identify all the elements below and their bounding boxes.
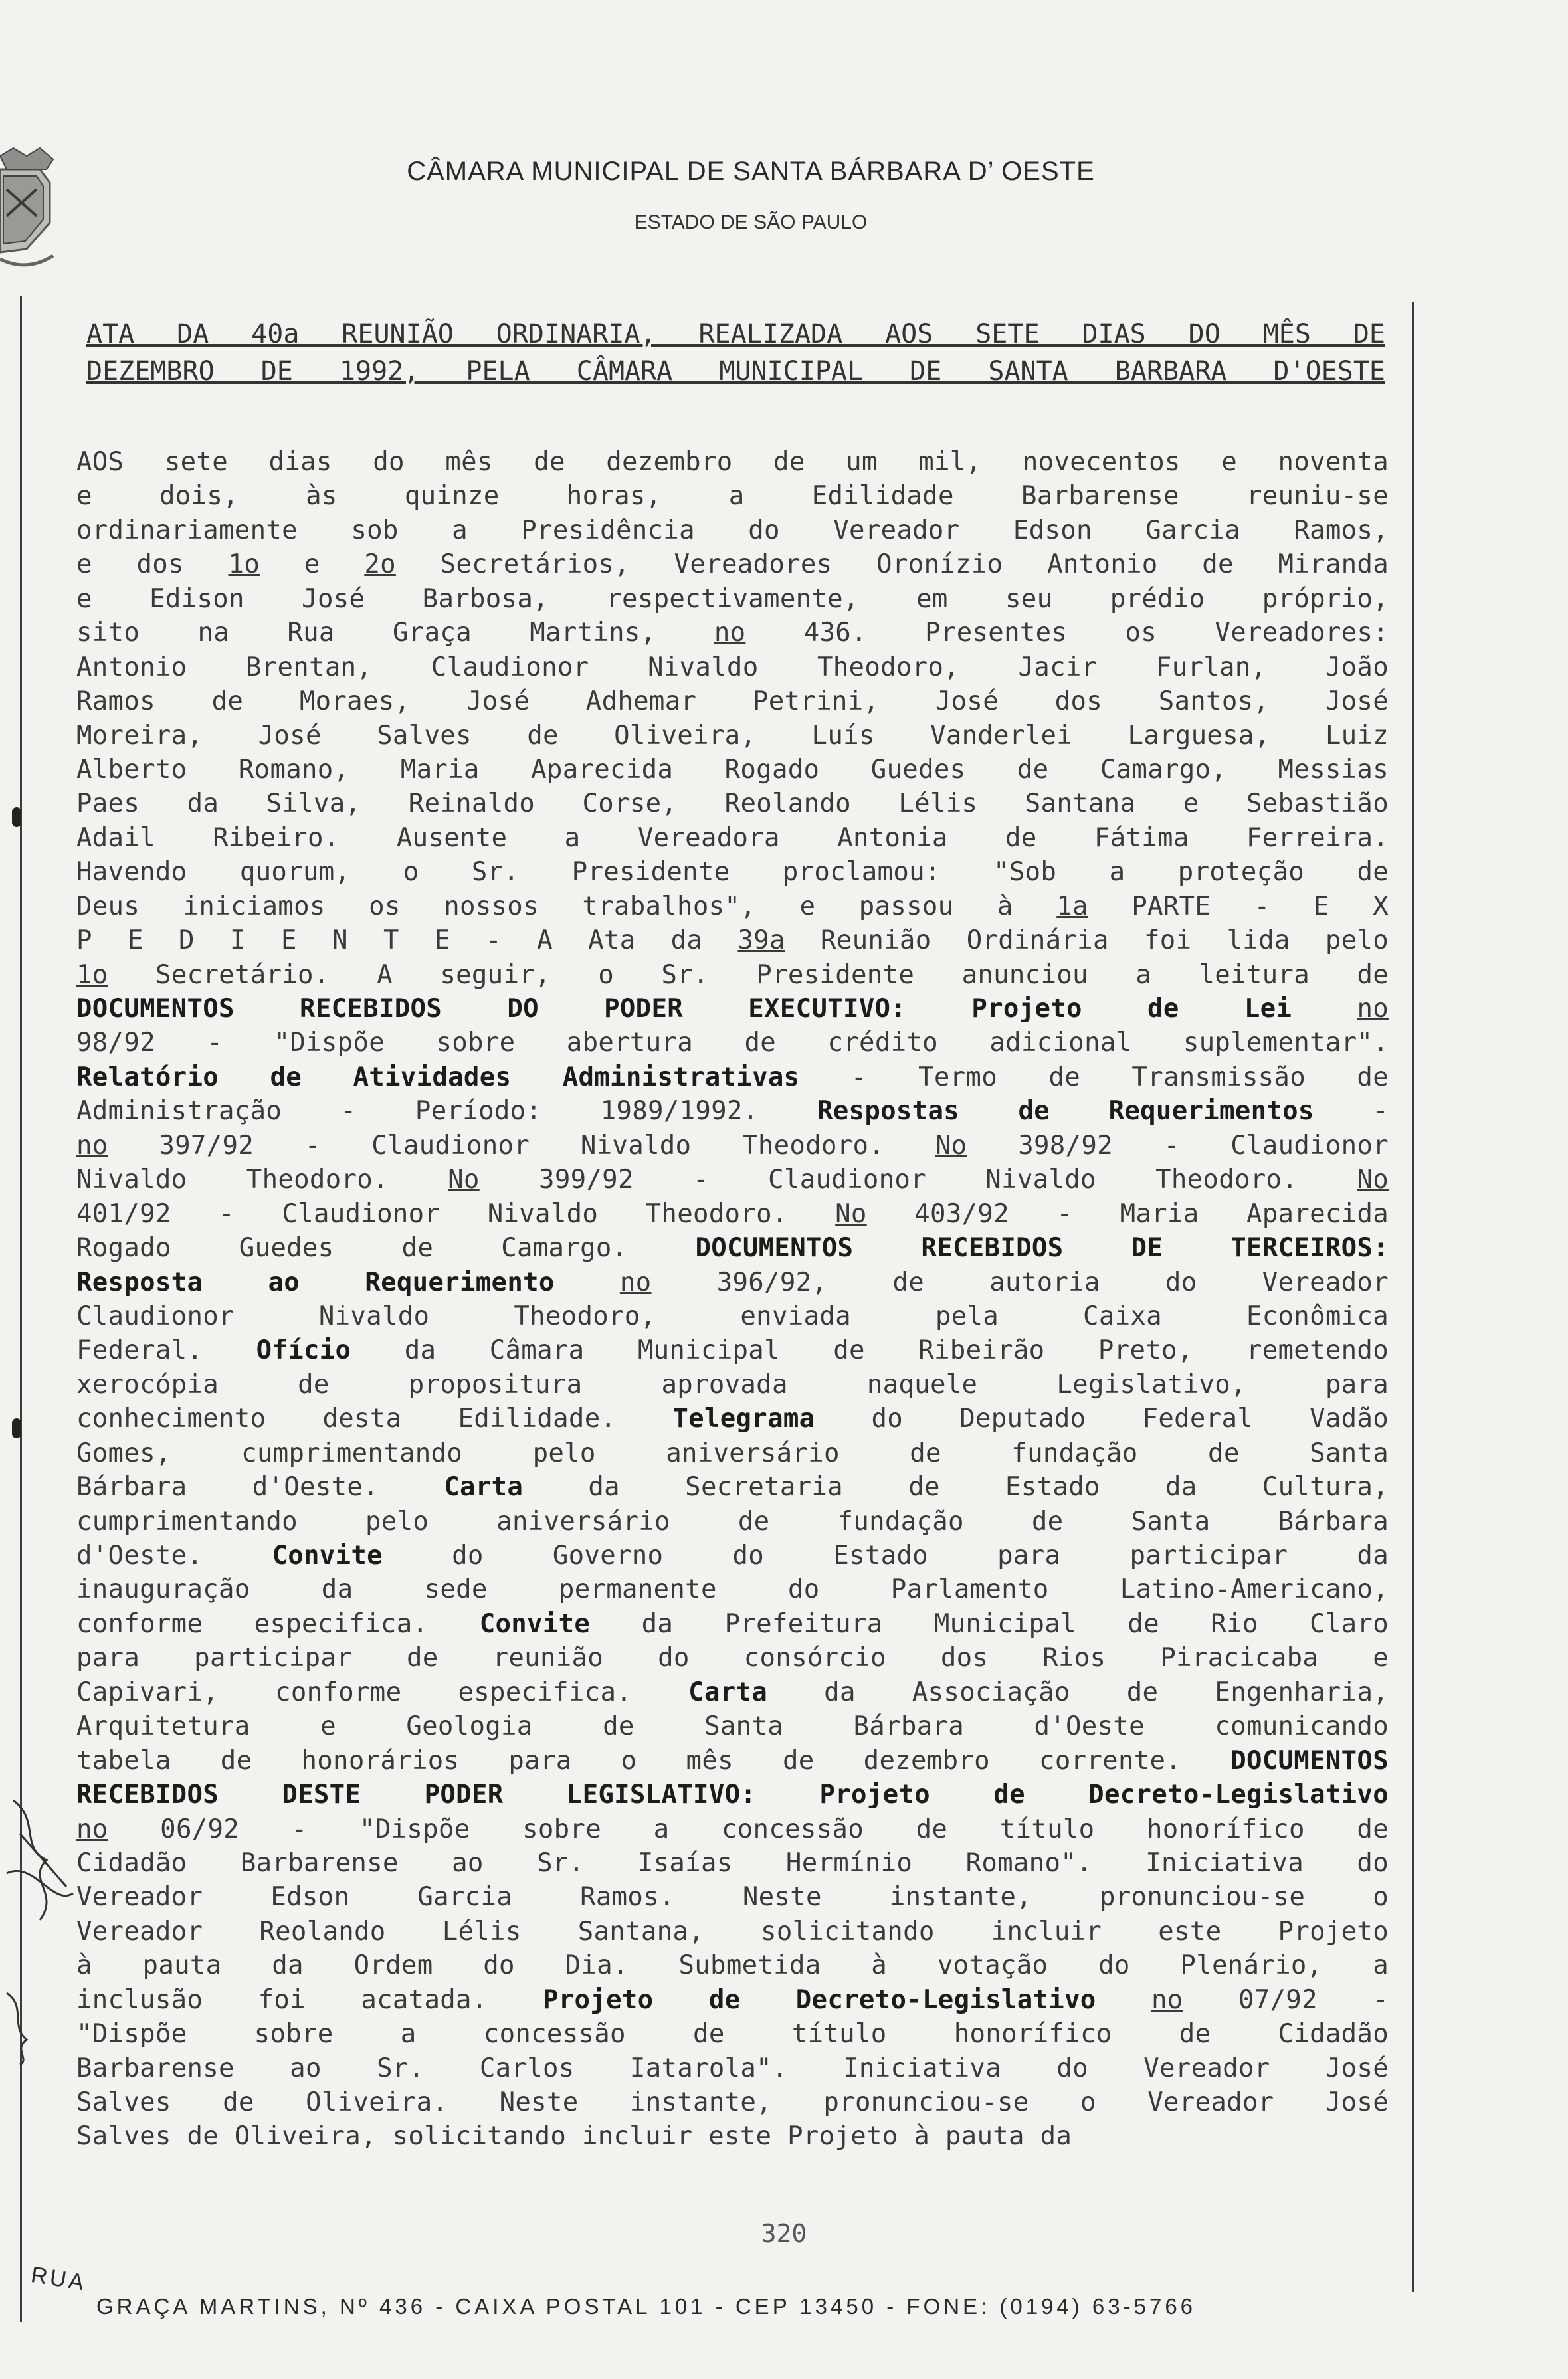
body-line [76,1094,1389,1128]
body-text-run: ordinariamente sob a Presidência do Vereador Edson Garcia Ramos, [76,515,1389,545]
body-text-run: Reunião Ordinária foi lida pelo [785,925,1389,956]
body-line [76,1983,1389,2017]
body-text-run: no [76,1814,108,1844]
body-text-run: 396/92, de autoria do Vereador [651,1267,1389,1297]
body-line [76,684,1389,718]
body-text-run: Federal. [76,1335,256,1366]
body-text-run: Convite [479,1608,591,1639]
body-text-run: PARTE - E X [1088,891,1389,921]
body-text-run: Respostas de Requerimentos [817,1096,1314,1127]
body-text-run: DOCUMENTOS RECEBIDOS DE TERCEIROS: [695,1233,1389,1264]
body-text-run: Ramos de Moraes, José Adhemar Petrini, José dos Santos, José [76,686,1389,717]
body-text-run: da Câmara Municipal de Ribeirão Preto, remetendo [351,1335,1389,1366]
body-line [76,616,1389,650]
body-text-run: e dos [76,549,229,580]
body-text-run: à pauta da Ordem do Dia. Submetida à votação do Plenário, a [76,1951,1389,1981]
body-text-run [555,1268,620,1297]
body-line [76,1231,1389,1265]
body-text-run: no [1357,994,1389,1024]
institution-name: CÂMARA MUNICIPAL DE SANTA BÁRBARA D’ OESTE [407,157,1095,186]
body-text-run: tabela de honorários para o mês de dezembro corrente. [76,1745,1231,1776]
body-text-run: DOCUMENTOS RECEBIDOS DO PODER EXECUTIVO: [76,994,907,1024]
body-text-run: "Dispõe sobre a concessão de título honorífico de Cidadão [76,2019,1389,2049]
body-text-run: Resposta ao Requerimento [76,1267,555,1297]
body-line [76,1402,1389,1436]
body-line [76,650,1389,684]
body-text-run: DOCUMENTOS [1230,1745,1389,1776]
body-line [76,479,1389,513]
body-text-run: No [448,1165,480,1195]
handwritten-initials-icon [0,1986,40,2066]
body-text-run: No [835,1198,867,1229]
body-line [76,1163,1389,1196]
body-text-run: e Edison José Barbosa, respectivamente, em seu prédio próprio, [76,583,1389,614]
body-text-run [906,994,971,1024]
body-line [76,1129,1389,1163]
body-text-run: - [1314,1096,1389,1127]
body-line [76,890,1389,923]
body-text-run: Projeto de Decreto-Legislativo [819,1780,1389,1810]
body-line [76,1846,1389,1880]
body-text-run: No [935,1130,967,1161]
body-line [76,787,1389,820]
body-text-run: e [260,549,365,580]
body-text-run: RECEBIDOS DESTE PODER LEGISLATIVO: [76,1780,757,1810]
body-text-run: Paes da Silva, Reinaldo Corse, Reolando Lélis Santana e Sebastião [76,789,1389,819]
body-text-run: d'Oeste. [76,1541,272,1570]
body-text-run: do Deputado Federal Vadão [815,1404,1389,1434]
footer-address [29,2262,1561,2335]
body-line [76,1949,1389,1982]
body-text-run: Projeto de Lei [971,994,1292,1024]
punch-hole [12,1418,21,1438]
body-text-run [756,1780,819,1810]
body-text-run: para participar de reunião do consórcio dos Rios Piracicaba e [76,1643,1389,1673]
body-text-run: 1o [76,959,108,990]
body-line [76,582,1389,616]
body-text-run: AOS sete dias do mês de dezembro de um mil, novecentos e noventa [76,447,1389,477]
body-text-run: Antonio Brentan, Claudionor Nivaldo Theodoro, Jacir Furlan, João [76,652,1389,682]
body-text-run: Carta [688,1677,768,1707]
body-line [76,2119,1389,2153]
body-text-run: no [1151,1984,1183,2015]
body-text-run: no [76,1130,108,1161]
body-line [76,923,1389,957]
body-line [76,1607,1389,1641]
body-text-run: Salves de Oliveira, solicitando incluir este Projeto à pauta da [76,2121,1072,2152]
body-text-run: e dois, às quinze horas, a Edilidade Barbarense reuniu-se [76,481,1389,512]
body-text-run: 06/92 - "Dispõe sobre a concessão de título honorífico de [108,1814,1389,1844]
body-line [76,855,1389,889]
body-text-run: Deus iniciamos os nossos trabalhos", e passou à [76,891,1057,921]
body-text-run [1292,994,1357,1024]
body-text-run: do Governo do Estado para participar da [382,1541,1389,1570]
body-text-run: 98/92 - "Dispõe sobre abertura de crédito adicional suplementar". [76,1028,1389,1058]
state-name: ESTADO DE SÃO PAULO [634,211,868,233]
body-line [76,1539,1389,1572]
body-line [76,1470,1389,1504]
body-line [76,547,1389,581]
body-line [76,445,1389,479]
body-text-run: 436. Presentes os Vereadores: [745,618,1389,648]
body-line [76,1744,1389,1778]
body-text-run: Administração - Período: 1989/1992. [76,1096,817,1127]
body-text-run: Ofício [256,1335,351,1366]
body-line [76,1333,1389,1367]
body-text-run: Projeto de Decreto-Legislativo [542,1984,1096,2015]
body-text-run: Adail Ribeiro. Ausente a Vereadora Antonia de Fátima Ferreira. [76,822,1389,853]
body-text-run: conhecimento desta Edilidade. [76,1404,673,1434]
body-text-run: no [714,618,746,648]
body-text-run: 2o [364,549,396,580]
body-text-run: 07/92 - [1183,1984,1389,2015]
body-text-run: 39a [737,925,785,956]
body-text-run: Relatório de Atividades Administrativas [76,1062,800,1092]
body-text-run: Moreira, José Salves de Oliveira, Luís Vanderlei Larguesa, Luiz [76,720,1389,751]
body-line [76,1299,1389,1333]
body-text-run: Nivaldo Theodoro. [76,1165,448,1195]
body-text-run: 1a [1056,891,1088,921]
body-line [76,1060,1389,1094]
body-text-run: 403/92 - Maria Aparecida [866,1198,1389,1229]
body-text-run: xerocópia de propositura aprovada naquele Legislativo, para [76,1369,1389,1400]
right-margin-rule [1412,302,1414,2292]
body-text-run: Claudionor Nivaldo Theodoro, enviada pela Caixa Econômica [76,1301,1389,1331]
body-line [76,1709,1389,1743]
body-text-run: 399/92 - Claudionor Nivaldo Theodoro. [479,1165,1357,1195]
body-text-run: 1o [228,549,260,580]
footer-rua: RUA [29,2262,88,2296]
body-text-run: P E D I E N T E - A Ata da [76,925,738,956]
body-line [76,1368,1389,1402]
body-text-run: 397/92 - Claudionor Nivaldo Theodoro. [108,1130,935,1161]
body-text-run: da Secretaria de Estado da Cultura, [523,1472,1389,1503]
body-text-run: 398/92 - Claudionor [967,1130,1389,1161]
body-text-run: inauguração da sede permanente do Parlamento Latino-Americano, [76,1574,1389,1605]
body-text-run: Capivari, conforme especifica. [76,1677,689,1707]
body-text-run: da Associação de Engenharia, [767,1677,1389,1707]
title-line-2: DEZEMBRO DE 1992, PELA CÂMARA MUNICIPAL DE SANTA BARBARA D'OESTE [86,356,1385,387]
body-text-run: cumprimentando pelo aniversário de fundação de Santa Bárbara [76,1506,1389,1537]
footer-address-text: GRAÇA MARTINS, Nº 436 - CAIXA POSTAL 101 - CEP 13450 - FONE: (0194) 63-5766 [96,2294,1197,2319]
body-text-run: Bárbara d'Oeste. [76,1472,444,1503]
body-line [76,821,1389,855]
body-line [76,2051,1389,2085]
body-line [76,1505,1389,1539]
body-line [76,1572,1389,1606]
title-line-1: ATA DA 40a REUNIÃO ORDINARIA, REALIZADA AOS SETE DIAS DO MÊS DE [86,319,1385,349]
body-text-run: - Termo de Transmissão de [799,1062,1389,1092]
body-text-run: Barbarense ao Sr. Carlos Iatarola". Iniciativa do Vereador José [76,2053,1389,2083]
body-line [76,1915,1389,1949]
body-text-run: Cidadão Barbarense ao Sr. Isaías Hermínio Romano". Iniciativa do [76,1848,1389,1878]
body-line [76,1812,1389,1846]
body-text-run: Vereador Edson Garcia Ramos. Neste instante, pronunciou-se o [76,1882,1389,1913]
body-text-run: Rogado Guedes de Camargo. [76,1233,696,1264]
body-text-run: conforme especifica. [76,1608,480,1639]
handwritten-signature-icon [0,1794,80,1953]
body-text-run: inclusão foi acatada. [76,1984,543,2015]
page-number: 320 [761,2219,807,2248]
body-line [76,992,1389,1026]
body-line [76,1880,1389,1914]
body-text-run: no [619,1267,652,1297]
body-text-run: sito na Rua Graça Martins, [76,618,714,648]
body-text-run: Carta [444,1472,524,1503]
body-line [76,753,1389,787]
body-text-run: da Prefeitura Municipal de Rio Claro [590,1608,1389,1639]
body-text-run: Telegrama [672,1404,815,1434]
body-text-run: No [1357,1165,1389,1195]
body-line [76,1436,1389,1470]
body-text-run: Arquitetura e Geologia de Santa Bárbara d'Oeste comunicando [76,1711,1389,1742]
body-line [76,958,1389,992]
body-line [76,1197,1389,1231]
body-text-run [1096,1985,1151,2015]
body-line [76,1778,1389,1812]
body-line [76,514,1389,547]
punch-hole [12,807,21,827]
body-text-run: Vereador Reolando Lélis Santana, solicitando incluir este Projeto [76,1916,1389,1947]
minutes-title [86,316,1385,390]
body-text-run: 401/92 - Claudionor Nivaldo Theodoro. [76,1198,836,1229]
body-text-run: Gomes, cumprimentando pelo aniversário de fundação de Santa [76,1438,1389,1468]
body-text-run: Convite [272,1541,383,1570]
body-line [76,1641,1389,1675]
body-text-run: Secretários, Vereadores Oronízio Antonio de Miranda [395,549,1389,580]
body-line [76,1266,1389,1299]
body-text-run: Salves de Oliveira. Neste instante, pronunciou-se o Vereador José [76,2087,1389,2117]
body-line [76,719,1389,753]
body-line [76,1675,1389,1709]
body-line [76,2017,1389,2051]
body-text-run: Havendo quorum, o Sr. Presidente proclamou: "Sob a proteção de [76,857,1389,888]
body-line [76,2085,1389,2119]
body-text-run: Alberto Romano, Maria Aparecida Rogado Guedes de Camargo, Messias [76,754,1389,785]
body-text-run: Secretário. A seguir, o Sr. Presidente anunciou a leitura de [108,959,1389,990]
body-line [76,1026,1389,1060]
minutes-body [76,445,1389,2154]
